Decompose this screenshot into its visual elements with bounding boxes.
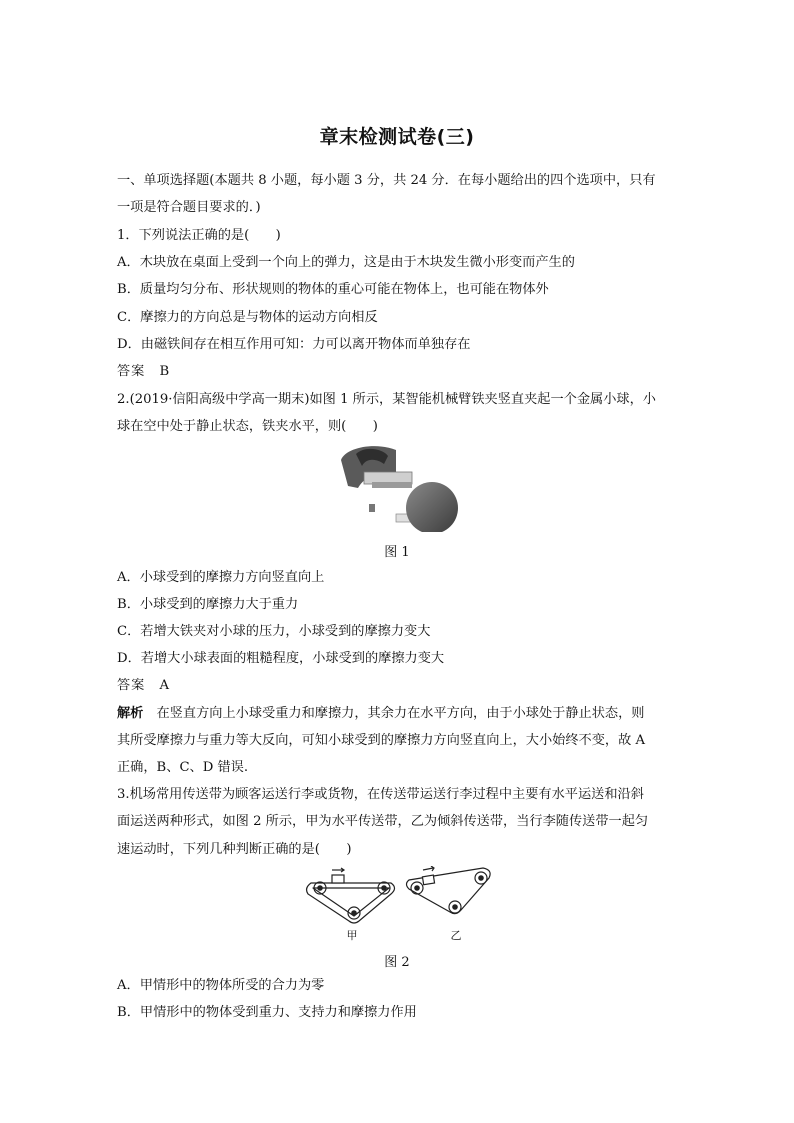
q1-option-d: D．由磁铁间存在相互作用可知：力可以离开物体而单独存在 <box>117 337 471 352</box>
q3-stem-line-2: 面运送两种形式，如图 2 所示，甲为水平传送带，乙为倾斜传送带，当行李随传送带一起匀 <box>117 814 649 829</box>
label-yi: 乙 <box>450 929 462 942</box>
label-jia: 甲 <box>346 929 358 942</box>
q2-option-c: C．若增大铁夹对小球的压力，小球受到的摩擦力变大 <box>117 624 431 639</box>
q3-option-b: B．甲情形中的物体受到重力、支持力和摩擦力作用 <box>117 1005 417 1020</box>
q1-option-c: C．摩擦力的方向总是与物体的运动方向相反 <box>117 310 378 325</box>
section-heading-line-2: 一项是符合题目要求的．) <box>117 200 261 215</box>
q2-analysis-text-1: 在竖直方向上小球受重力和摩擦力，其余力在水平方向，由于小球处于静止状态，则 <box>143 706 645 721</box>
figure-2-caption: 图 2 <box>384 955 410 970</box>
q2-option-d: D．若增大小球表面的粗糙程度，小球受到的摩擦力变大 <box>117 651 445 666</box>
q3-option-a: A．甲情形中的物体所受的合力为零 <box>117 978 325 993</box>
q1-stem: 1．下列说法正确的是( ) <box>117 228 281 243</box>
q2-analysis-line-1 <box>117 705 645 723</box>
q2-answer: 答案 A <box>117 678 171 693</box>
section-heading-line-1: 一、单项选择题(本题共 8 小题，每小题 3 分，共 24 分．在每小题给出的四个选项中，只有 <box>117 173 656 188</box>
q1-answer: 答案 B <box>117 364 171 379</box>
figure-1-robot-arm-image <box>336 442 464 532</box>
page-title: 章末检测试卷(三) <box>319 126 475 148</box>
q3-stem-line-3: 速运动时，下列几种判断正确的是( ) <box>117 842 352 857</box>
q3-stem-line-1: 3.机场常用传送带为顾客运送行李或货物，在传送带运送行李过程中主要有水平运送和沿斜 <box>117 787 644 802</box>
q1-option-b: B．质量均匀分布、形状规则的物体的重心可能在物体上，也可能在物体外 <box>117 282 549 297</box>
q2-analysis-line-3: 正确，B、C、D 错误. <box>117 760 249 775</box>
figure-1-caption: 图 1 <box>384 545 410 560</box>
analysis-label: 解析 <box>117 706 144 721</box>
q2-analysis-line-2: 其所受摩擦力与重力等大反向，可知小球受到的摩擦力方向竖直向上，大小始终不变，故 A <box>117 733 646 748</box>
q2-stem-line-2: 球在空中处于静止状态，铁夹水平，则( ) <box>117 419 378 434</box>
q2-option-b: B．小球受到的摩擦力大于重力 <box>117 597 299 612</box>
figure-2-conveyor-belts-diagram <box>305 866 495 928</box>
q1-option-a: A．木块放在桌面上受到一个向上的弹力，这是由于木块发生微小形变而产生的 <box>117 255 575 270</box>
q2-option-a: A．小球受到的摩擦力方向竖直向上 <box>117 570 325 585</box>
q2-stem-line-1: 2.(2019·信阳高级中学高一期末)如图 1 所示，某智能机械臂铁夹竖直夹起一个金属小球，小 <box>117 392 656 407</box>
